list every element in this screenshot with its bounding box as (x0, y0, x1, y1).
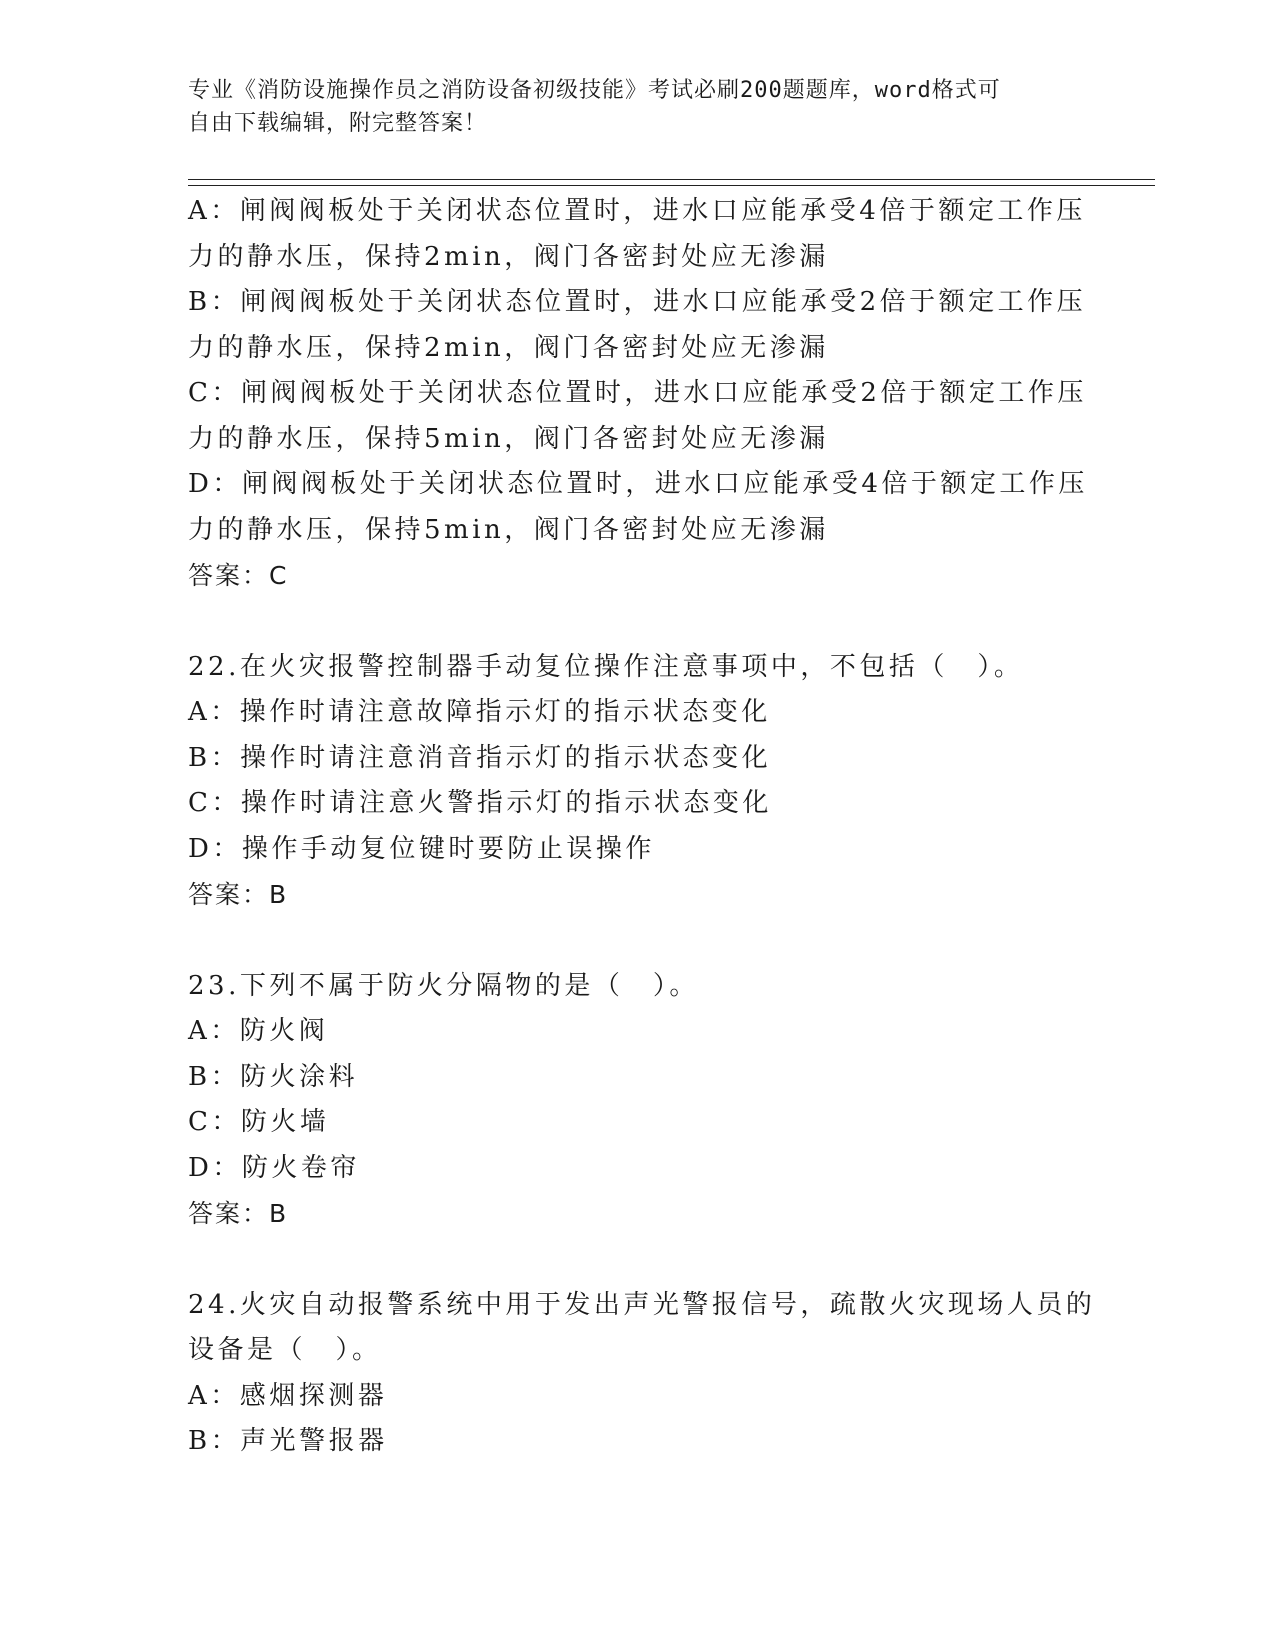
option-a: A：防火阀 (188, 1016, 329, 1046)
question-21-options (188, 189, 1088, 599)
option-b: B：声光警报器 (188, 1426, 388, 1456)
option-d-line-2: 力的静水压，保持5min，阀门各密封处应无渗漏 (188, 514, 829, 545)
option-d: D：防火卷帘 (188, 1152, 360, 1183)
option-d: D：操作手动复位键时要防止误操作 (188, 833, 655, 864)
answer-23: 答案：B (188, 1199, 289, 1228)
option-c: C：防火墙 (188, 1107, 330, 1137)
option-a-line-2: 力的静水压，保持2min，阀门各密封处应无渗漏 (188, 241, 829, 272)
option-a-line-1: A：闸阀阀板处于关闭状态位置时，进水口应能承受4倍于额定工作压 (188, 196, 1086, 226)
option-b: B：防火涂料 (188, 1061, 359, 1092)
option-c-line-1: C：闸阀阀板处于关闭状态位置时，进水口应能承受2倍于额定工作压 (188, 378, 1087, 408)
option-b: B：操作时请注意消音指示灯的指示状态变化 (188, 742, 772, 773)
header-line-2: 自由下载编辑，附完整答案！ (188, 111, 488, 136)
option-b-line-2: 力的静水压，保持2min，阀门各密封处应无渗漏 (188, 332, 829, 363)
question-text: 23.下列不属于防火分隔物的是（ ）。 (188, 970, 699, 1001)
question-text: 22.在火灾报警控制器手动复位操作注意事项中，不包括（ ）。 (188, 651, 1024, 682)
option-c: C：操作时请注意火警指示灯的指示状态变化 (188, 788, 772, 818)
header-divider-top (188, 179, 1155, 180)
answer-21: 答案：C (188, 561, 289, 590)
option-d-line-1: D：闸阀阀板处于关闭状态位置时，进水口应能承受4倍于额定工作压 (188, 469, 1088, 499)
header-divider-bottom (188, 185, 1155, 186)
question-23 (188, 964, 1088, 1237)
question-22 (188, 645, 1088, 918)
question-24 (188, 1283, 1096, 1465)
question-text-line-1: 24.火灾自动报警系统中用于发出声光警报信号，疏散火灾现场人员的 (188, 1289, 1096, 1320)
option-c-line-2: 力的静水压，保持5min，阀门各密封处应无渗漏 (188, 423, 829, 454)
question-text-line-2: 设备是（ ）。 (188, 1335, 382, 1365)
option-a: A：操作时请注意故障指示灯的指示状态变化 (188, 697, 771, 727)
header-line-1: 专业《消防设施操作员之消防设备初级技能》考试必刷200题题库，word格式可 (188, 78, 1001, 103)
option-a: A：感烟探测器 (188, 1380, 388, 1411)
option-b-line-1: B：闸阀阀板处于关闭状态位置时，进水口应能承受2倍于额定工作压 (188, 287, 1087, 317)
document-body (188, 189, 1096, 1465)
answer-22: 答案：B (188, 880, 289, 909)
document-header (188, 74, 1068, 140)
